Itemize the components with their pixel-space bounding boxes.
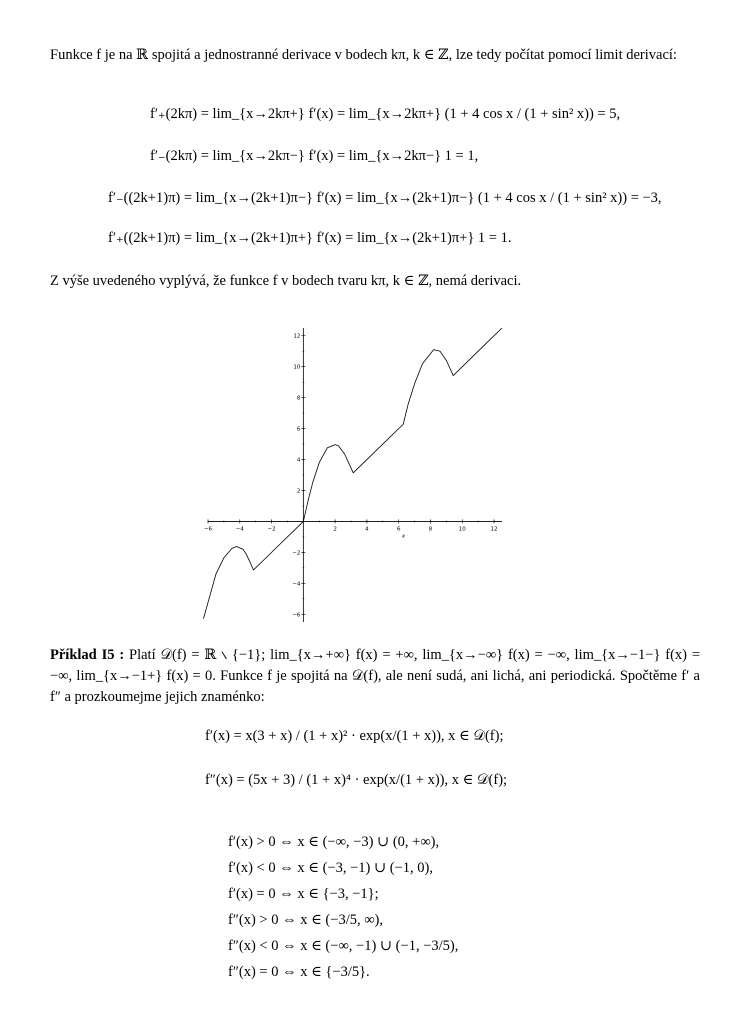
example-text: Platí 𝒟(f) = ℝ ∖ {−1}; lim_{x→+∞} f(x) = +∞, lim_{x→−∞} f(x) = −∞, lim_{x→−1−} f(x) = −∞, lim_{x→−1+} f(x) = 0. Funkce f je spojitá na 𝒟(f), ale není sudá, ani lichá, ani periodická. Spočtěme f′ a f″ a prozkoumejme jejich znaménko: bbox=[50, 647, 701, 705]
function-graph bbox=[200, 320, 510, 630]
y-tick-label: 10 bbox=[293, 364, 301, 371]
x-tick-label: 2 bbox=[333, 526, 337, 533]
equation-line: f′₊(2kπ) = lim_{x→2kπ+} f′(x) = lim_{x→2kπ+} (1 + 4 cos x / (1 + sin² x)) = 5, bbox=[150, 106, 621, 122]
y-tick-label: −2 bbox=[292, 550, 301, 557]
equation-line: f′₋(2kπ) = lim_{x→2kπ−} f′(x) = lim_{x→2kπ−} 1 = 1, bbox=[150, 148, 479, 164]
equation-line: f′₋((2k+1)π) = lim_{x→(2k+1)π−} f′(x) = lim_{x→(2k+1)π−} (1 + 4 cos x / (1 + sin² x)) = −3, bbox=[108, 190, 662, 206]
equation-line: f″(x) < 0 ⇔ x ∈ (−∞, −1) ∪ (−1, −3/5), bbox=[228, 938, 459, 954]
series-line bbox=[204, 328, 503, 619]
x-axis-label: x bbox=[401, 533, 406, 540]
x-tick-label: 6 bbox=[396, 526, 401, 533]
x-tick-label: 10 bbox=[458, 526, 466, 533]
conclusion-paragraph: Z výše uvedeného vyplývá, že funkce f v bodech tvaru kπ, k ∈ ℤ, nemá derivaci. bbox=[50, 273, 522, 289]
equation-line: f′(x) = 0 ⇔ x ∈ {−3, −1}; bbox=[228, 886, 379, 902]
x-tick-label: −2 bbox=[267, 526, 276, 533]
y-tick-label: 12 bbox=[293, 333, 301, 340]
intro-paragraph: Funkce f je na ℝ spojitá a jednostranné derivace v bodech kπ, k ∈ ℤ, lze tedy počítat pomocí limit derivací: bbox=[50, 47, 677, 63]
y-tick-label: −6 bbox=[292, 612, 301, 619]
x-tick-label: 12 bbox=[490, 526, 498, 533]
x-tick-label: −4 bbox=[235, 526, 244, 533]
y-tick-label: 2 bbox=[296, 488, 301, 495]
equation-line: f′₊((2k+1)π) = lim_{x→(2k+1)π+} f′(x) = lim_{x→(2k+1)π+} 1 = 1. bbox=[108, 230, 512, 246]
y-tick-label: 4 bbox=[296, 457, 301, 464]
equation-line: f′(x) = x(3 + x) / (1 + x)² · exp(x/(1 + x)), x ∈ 𝒟(f); bbox=[205, 728, 504, 744]
x-tick-label: −6 bbox=[203, 526, 213, 533]
equation-line: f″(x) = (5x + 3) / (1 + x)⁴ · exp(x/(1 + x)), x ∈ 𝒟(f); bbox=[205, 772, 508, 788]
equation-line: f′(x) < 0 ⇔ x ∈ (−3, −1) ∪ (−1, 0), bbox=[228, 860, 433, 876]
y-tick-label: 6 bbox=[296, 426, 301, 433]
example-paragraph bbox=[50, 645, 700, 708]
equation-line: f″(x) > 0 ⇔ x ∈ (−3/5, ∞), bbox=[228, 912, 384, 928]
x-tick-label: 4 bbox=[365, 526, 369, 533]
y-tick-label: 8 bbox=[296, 395, 301, 402]
equation-line: f′(x) > 0 ⇔ x ∈ (−∞, −3) ∪ (0, +∞), bbox=[228, 834, 440, 850]
equation-line: f″(x) = 0 ⇔ x ∈ {−3/5}. bbox=[228, 964, 370, 980]
y-tick-label: −4 bbox=[292, 581, 301, 588]
x-tick-label: 8 bbox=[428, 526, 433, 533]
example-label: Příklad I5 : bbox=[50, 647, 125, 663]
